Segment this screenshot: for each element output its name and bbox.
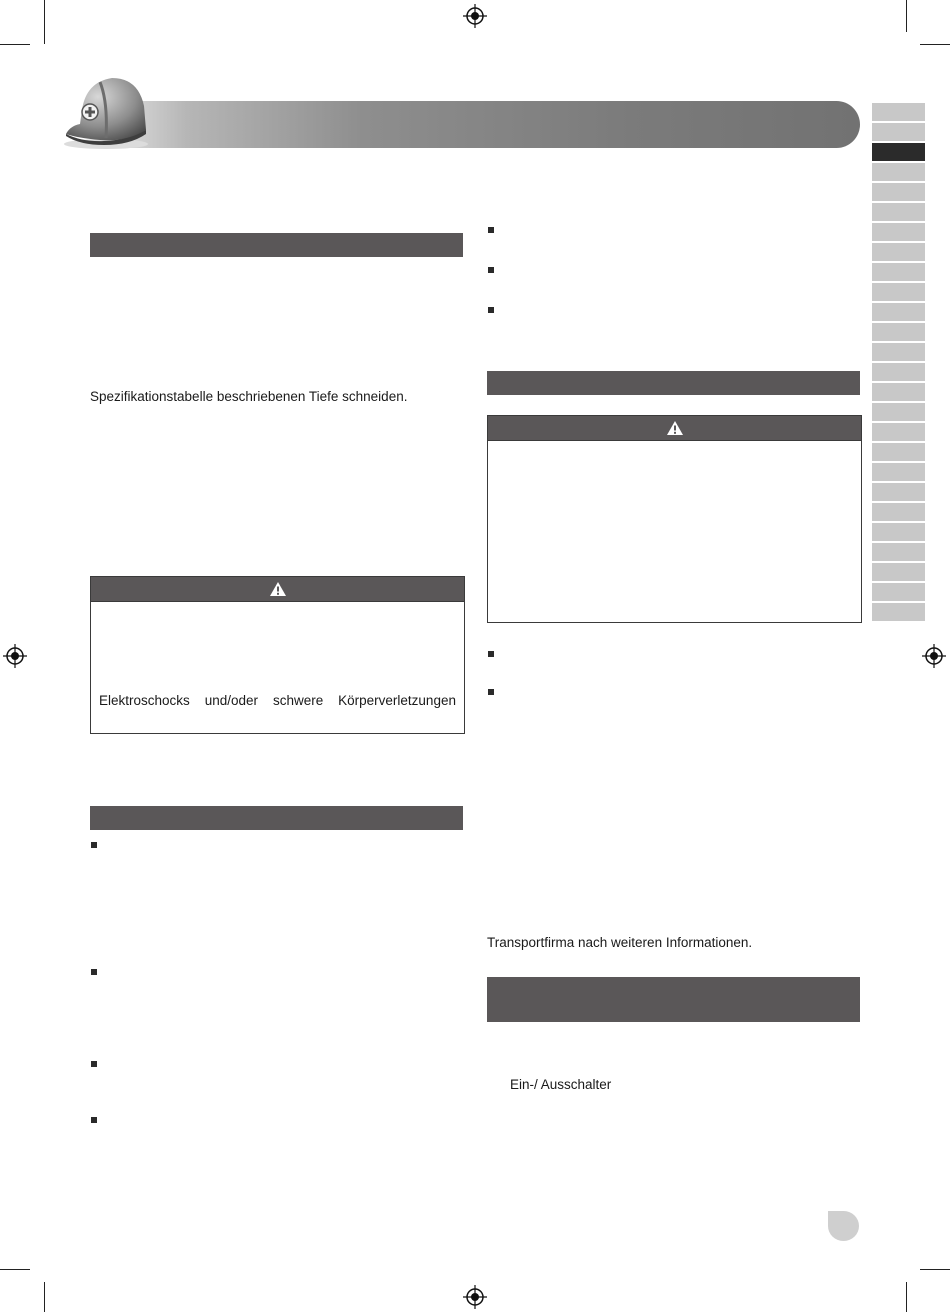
language-tab[interactable] (872, 463, 925, 481)
section-header-bar-tall (487, 977, 860, 1022)
language-tab[interactable] (872, 223, 925, 241)
language-tab[interactable] (872, 603, 925, 621)
paragraph-line: Transportfirma nach weiteren Informationen. (487, 935, 753, 950)
registration-mark-icon (463, 1285, 487, 1309)
warning-word: Elektroschocks (99, 693, 190, 708)
warning-box (487, 415, 862, 623)
safety-helmet-icon (60, 72, 152, 152)
language-tab[interactable] (872, 243, 925, 261)
language-tab[interactable] (872, 323, 925, 341)
warning-word: Körperverletzungen (338, 693, 456, 708)
language-tab[interactable] (872, 483, 925, 501)
section-header-bar (90, 806, 463, 830)
language-tab[interactable] (872, 203, 925, 221)
language-tab[interactable] (872, 363, 925, 381)
bullet-marker (91, 1117, 97, 1123)
registration-mark-icon (922, 644, 946, 668)
language-tab[interactable] (872, 123, 925, 141)
language-tab[interactable] (872, 163, 925, 181)
bullet-marker (488, 307, 494, 313)
language-tab[interactable] (872, 543, 925, 561)
crop-mark (0, 44, 30, 45)
language-tab[interactable] (872, 503, 925, 521)
crop-mark (920, 1269, 950, 1270)
bullet-marker (488, 227, 494, 233)
crop-mark (0, 1269, 30, 1270)
warning-triangle-icon (666, 420, 684, 436)
language-tab[interactable] (872, 403, 925, 421)
bullet-marker (488, 689, 494, 695)
crop-mark (44, 0, 45, 44)
section-header-bar (487, 371, 860, 395)
language-tab[interactable] (872, 563, 925, 581)
registration-mark-icon (463, 4, 487, 28)
paragraph-line: Spezifikationstabelle beschriebenen Tiefe schneiden. (90, 389, 408, 404)
registration-mark-icon (3, 644, 27, 668)
crop-mark (920, 44, 950, 45)
language-tab[interactable] (872, 523, 925, 541)
component-label: Ein-/ Ausschalter (510, 1077, 612, 1092)
bullet-marker (91, 842, 97, 848)
page-number-badge (828, 1211, 859, 1241)
warning-text-line (99, 693, 456, 709)
warning-box (90, 576, 465, 734)
language-tab[interactable] (872, 383, 925, 401)
warning-header (488, 416, 861, 441)
language-tab[interactable] (872, 103, 925, 121)
warning-header (91, 577, 464, 602)
section-header-bar (90, 233, 463, 257)
bullet-marker (488, 651, 494, 657)
language-tab-active[interactable] (872, 143, 925, 161)
language-tab[interactable] (872, 343, 925, 361)
crop-mark (44, 1282, 45, 1312)
language-tab[interactable] (872, 423, 925, 441)
header-banner (95, 101, 860, 148)
warning-word: und/oder (204, 693, 259, 708)
bullet-marker (91, 969, 97, 975)
language-tab[interactable] (872, 583, 925, 601)
language-tab[interactable] (872, 443, 925, 461)
language-tab[interactable] (872, 283, 925, 301)
crop-mark (906, 1282, 907, 1312)
language-tab[interactable] (872, 183, 925, 201)
language-tab[interactable] (872, 263, 925, 281)
warning-word: schwere (272, 693, 324, 708)
language-tabs (872, 103, 925, 623)
bullet-marker (91, 1061, 97, 1067)
warning-triangle-icon (269, 581, 287, 597)
language-tab[interactable] (872, 303, 925, 321)
bullet-marker (488, 267, 494, 273)
crop-mark (906, 0, 907, 32)
